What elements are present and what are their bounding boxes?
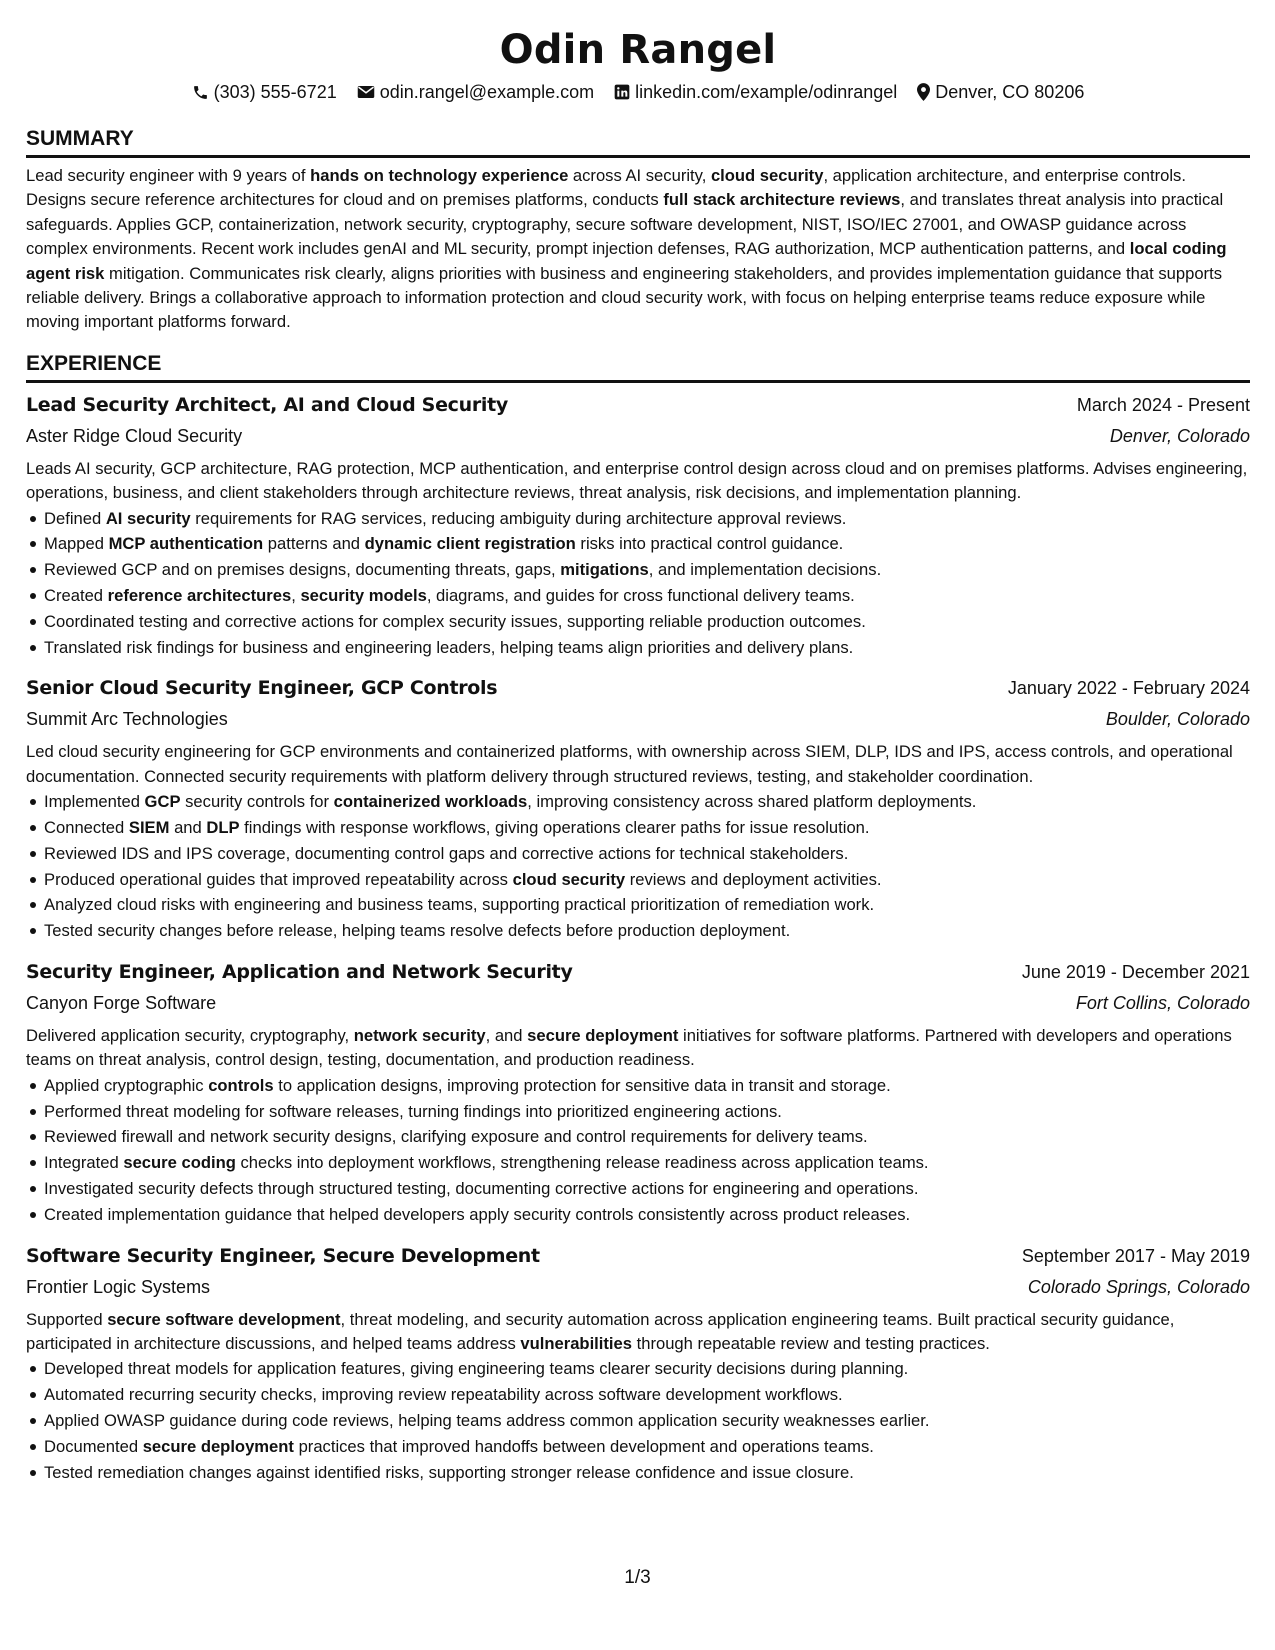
bullet-item [26,1382,1250,1408]
contact-location [917,82,1084,103]
job-bullets [26,506,1250,661]
bullet-item [26,918,1250,944]
text-segment: patterns and [263,534,365,554]
text-segment: Tested remediation changes against identified risks, supporting stronger release confidence and issue closure. [44,1462,854,1482]
job-description [26,1308,1250,1357]
bold-text-segment: vulnerabilities [520,1334,632,1354]
job-company-row [26,419,1250,450]
text-segment: Applied OWASP guidance during code reviews, helping teams address common application security weaknesses earlier. [44,1411,930,1431]
text-segment: Delivered application security, cryptography, [26,1026,354,1046]
text-segment: Lead security engineer with 9 years of [26,166,311,185]
job-company: Aster Ridge Cloud Security [26,425,243,446]
job-company: Summit Arc Technologies [26,709,228,730]
text-segment: Applied cryptographic [44,1075,209,1095]
bullet-item [26,789,1250,815]
bold-text-segment: secure software development [107,1309,341,1329]
text-segment: Translated risk findings for business and engineering leaders, helping teams align priorities and delivery plans. [44,637,854,657]
job-dates: March 2024 - Present [1076,394,1250,415]
bullet-item [26,1408,1250,1434]
job-header-row [26,958,1250,986]
text-segment: , and translates threat analysis into practical safeguards. Applies GCP, containerization, network security, cryptography, secure software development, NIST, ISO/IEC 27001, and OWASP guidance across complex environments. Recent work includes genAI and ML security, prompt injection defenses, RAG authorization, MCP authentication patterns, and [26,190,1224,259]
bold-text-segment: network security [353,1026,486,1046]
job-dates: January 2022 - February 2024 [1007,678,1250,699]
summary-heading: SUMMARY [26,126,1250,158]
bold-text-segment: cloud security [710,166,824,185]
experience-list [26,391,1250,1486]
job-header-row [26,1242,1250,1270]
job-entry [26,391,1250,661]
text-segment: findings with response workflows, giving operations clearer paths for issue resolution. [239,818,870,838]
text-segment: across AI security, [568,166,711,185]
job-location: Boulder, Colorado [1105,709,1250,730]
text-segment: , diagrams, and guides for cross functional delivery teams. [426,586,855,606]
job-company: Frontier Logic Systems [26,1276,211,1297]
job-company-row [26,986,1250,1017]
bullet-item [26,867,1250,893]
bullet-item [26,1202,1250,1228]
bullet-item [26,1124,1250,1150]
contact-linkedin [614,82,897,103]
bullet-item [26,609,1250,635]
job-header-row [26,674,1250,702]
bullet-item [26,1460,1250,1486]
job-dates: June 2019 - December 2021 [1021,962,1250,983]
text-segment: Produced operational guides that improved repeatability across [44,869,513,889]
text-segment: , [291,586,301,606]
bullet-item [26,841,1250,867]
text-segment: requirements for RAG services, reducing ambiguity during architecture approval reviews. [190,508,847,528]
text-segment: Reviewed IDS and IPS coverage, documenting control gaps and corrective actions for technical stakeholders. [44,843,849,863]
experience-heading: EXPERIENCE [26,351,1250,383]
text-segment: initiatives for software platforms. Partnered with developers and operations teams on threat analysis, control design, testing, documentation, and production readiness. [26,1026,1232,1070]
text-segment: , improving consistency across shared platform deployments. [527,792,977,812]
bullet-item [26,635,1250,661]
text-segment: Implemented [44,792,145,812]
text-segment: Automated recurring security checks, improving review repeatability across software development workflows. [44,1385,843,1405]
linkedin-text: linkedin.com/example/odinrangel [635,81,898,102]
contact-email [357,82,594,103]
bold-text-segment: security models [300,586,427,606]
email-text: odin.rangel@example.com [379,81,595,102]
bullet-item [26,506,1250,532]
text-segment: Reviewed GCP and on premises designs, documenting threats, gaps, [44,560,561,580]
job-company-row [26,702,1250,733]
phone-text: (303) 555-6721 [213,81,337,102]
bold-text-segment: hands on technology experience [310,166,569,185]
text-segment: security controls for [180,792,334,812]
bullet-item [26,1099,1250,1125]
text-segment: Defined [44,508,106,528]
bold-text-segment: SIEM [128,818,170,838]
job-title: Software Security Engineer, Secure Development [26,1244,540,1267]
location-text: Denver, CO 80206 [935,81,1085,102]
bold-text-segment: secure deployment [142,1436,294,1456]
contact-bar [26,80,1250,104]
text-segment: risks into practical control guidance. [575,534,844,554]
text-segment: Mapped [44,534,109,554]
bold-text-segment: full stack architecture reviews [663,190,901,210]
summary-text [26,164,1250,335]
bold-text-segment: local coding agent risk [26,239,1227,283]
job-bullets [26,1356,1250,1485]
phone-icon [192,84,209,101]
text-segment: Reviewed firewall and network security designs, clarifying exposure and control requirements for delivery teams. [44,1127,868,1147]
text-segment: , and [485,1026,528,1046]
job-company: Canyon Forge Software [26,993,217,1014]
text-segment: to application designs, improving protection for sensitive data in transit and storage. [273,1075,891,1095]
text-segment: , application architecture, and enterprise controls. Designs secure reference architectures for cloud and on premises platforms, conducts [26,166,1186,210]
bold-text-segment: MCP authentication [108,534,264,554]
bullet-item [26,531,1250,557]
job-description [26,1024,1250,1073]
bullet-item [26,892,1250,918]
bold-text-segment: GCP [144,792,181,812]
job-title: Lead Security Architect, AI and Cloud Security [26,393,508,416]
job-location: Fort Collins, Colorado [1075,993,1250,1014]
text-segment: and [169,818,207,838]
bold-text-segment: mitigations [560,560,649,580]
text-segment: Supported [26,1309,108,1329]
text-segment: , and implementation decisions. [648,560,882,580]
bold-text-segment: secure deployment [527,1026,679,1046]
map-pin-icon [917,83,930,101]
bullet-item [26,1434,1250,1460]
job-bullets [26,1073,1250,1228]
text-segment: Investigated security defects through structured testing, documenting corrective actions for engineering and operations. [44,1179,919,1199]
job-location: Denver, Colorado [1109,425,1250,446]
text-segment: Leads AI security, GCP architecture, RAG protection, MCP authentication, and enterprise control design across cloud and on premises platforms. Advises engineering, operations, business, and client stakeholders through architecture reviews, threat analysis, risk decisions, and implementation planning. [26,458,1248,503]
job-entry [26,958,1250,1228]
resume-page [26,0,1250,1485]
job-entry [26,674,1250,944]
bullet-item [26,583,1250,609]
bold-text-segment: cloud security [512,869,626,889]
job-company-row [26,1270,1250,1301]
bold-text-segment: AI security [105,508,191,528]
job-bullets [26,789,1250,944]
contact-phone [192,82,337,103]
text-segment: Tested security changes before release, helping teams resolve defects before production deployment. [44,921,791,941]
text-segment: Documented [44,1436,143,1456]
bold-text-segment: DLP [206,818,240,838]
bullet-item [26,815,1250,841]
text-segment: through repeatable review and testing practices. [632,1334,990,1354]
bullet-item [26,1356,1250,1382]
text-segment: Developed threat models for application features, giving engineering teams clearer security decisions during planning. [44,1359,909,1379]
text-segment: mitigation. Communicates risk clearly, aligns priorities with business and engineering stakeholders, and provides implementation guidance that supports reliable delivery. Brings a collaborative approach to information protection and cloud security work, with focus on helping enterprise teams reduce exposure while moving important platforms forward. [26,263,1222,332]
job-location: Colorado Springs, Colorado [1027,1276,1250,1297]
bold-text-segment: dynamic client registration [364,534,576,554]
job-description [26,457,1250,506]
text-segment: Created [44,586,108,606]
job-title: Security Engineer, Application and Network Security [26,961,573,984]
bullet-item [26,1176,1250,1202]
text-segment: practices that improved handoffs between development and operations teams. [293,1436,874,1456]
job-title: Senior Cloud Security Engineer, GCP Controls [26,677,498,700]
bullet-item [26,1073,1250,1099]
candidate-name: Odin Rangel [499,27,777,73]
text-segment: , threat modeling, and security automation across application engineering teams. Built practical security guidance, participated in architecture discussions, and helped teams address [26,1309,1175,1354]
text-segment: Led cloud security engineering for GCP environments and containerized platforms, with ownership across SIEM, DLP, IDS and IPS, access controls, and operational documentation. Connected security requirements with platform delivery through structured reviews, testing, and stakeholder coordination. [26,742,1233,786]
text-segment: Connected [44,818,129,838]
text-segment: Analyzed cloud risks with engineering and business teams, supporting practical prioritization of remediation work. [44,895,875,915]
text-segment: Integrated [44,1153,124,1173]
job-header-row [26,391,1250,419]
page-number: 1/3 [624,1567,651,1588]
text-segment: Performed threat modeling for software releases, turning findings into prioritized engineering actions. [44,1101,782,1121]
bold-text-segment: controls [208,1075,274,1095]
envelope-icon [357,85,375,99]
text-segment: Created implementation guidance that helped developers apply security controls consistently across product releases. [44,1204,911,1224]
job-description [26,740,1250,789]
bullet-item [26,557,1250,583]
text-segment: Coordinated testing and corrective actions for complex security issues, supporting reliable production outcomes. [44,611,866,631]
text-segment: checks into deployment workflows, strengthening release readiness across application teams. [235,1153,929,1173]
text-segment: reviews and deployment activities. [625,869,882,889]
bold-text-segment: containerized workloads [333,792,528,812]
bold-text-segment: secure coding [123,1153,236,1173]
bullet-item [26,1150,1250,1176]
bold-text-segment: reference architectures [107,586,292,606]
linkedin-icon [614,84,630,100]
job-dates: September 2017 - May 2019 [1021,1245,1250,1266]
job-entry [26,1242,1250,1486]
